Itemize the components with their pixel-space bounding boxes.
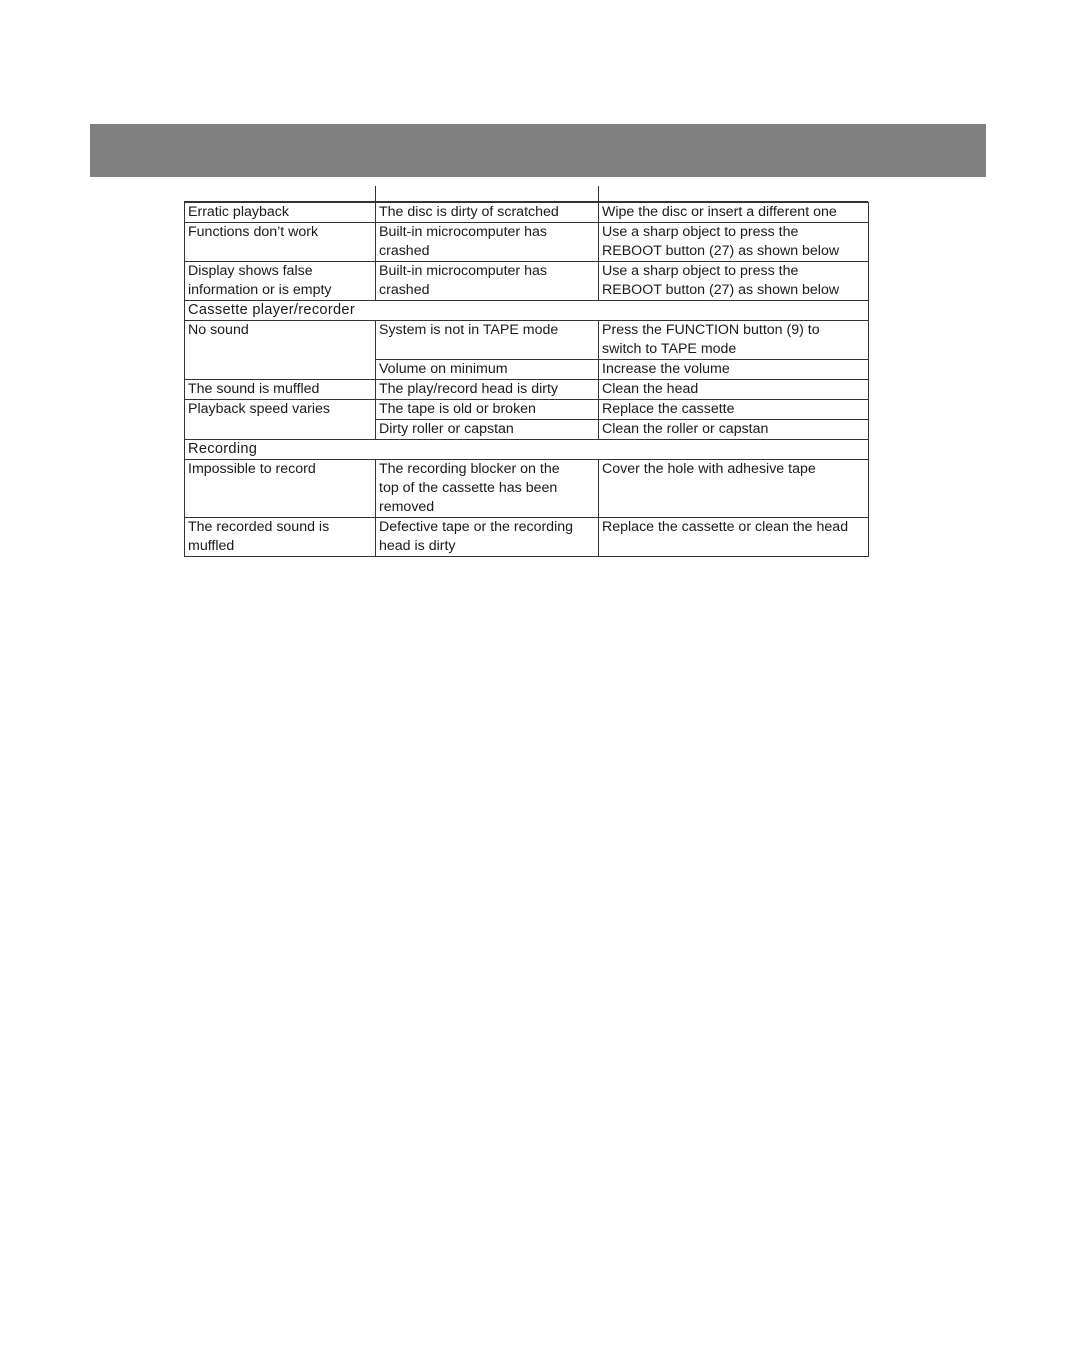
solution-cell: Use a sharp object to press the REBOOT button (27) as shown below (599, 223, 869, 262)
page-header-band (90, 124, 986, 177)
section-row (185, 301, 869, 321)
problem-cell: No sound (185, 321, 376, 380)
cut-off-row (184, 186, 868, 202)
section-heading: Cassette player/recorder (185, 301, 869, 321)
cause-cell: The play/record head is dirty (376, 380, 599, 400)
cause-cell: The recording blocker on the top of the cassette has been removed (376, 460, 599, 518)
solution-cell: Cover the hole with adhesive tape (599, 460, 869, 518)
solution-cell: Use a sharp object to press the REBOOT button (27) as shown below (599, 262, 869, 301)
cause-cell: Built-in microcomputer has crashed (376, 262, 599, 301)
section-heading: Recording (185, 440, 869, 460)
solution-cell: Clean the head (599, 380, 869, 400)
problem-cell: The sound is muffled (185, 380, 376, 400)
solution-cell: Increase the volume (599, 360, 869, 380)
cause-cell: The disc is dirty of scratched (376, 203, 599, 223)
problem-cell: Functions don’t work (185, 223, 376, 262)
problem-cell: Erratic playback (185, 203, 376, 223)
solution-cell: Replace the cassette or clean the head (599, 518, 869, 557)
troubleshooting-table (184, 186, 868, 557)
cause-cell: Defective tape or the recording head is dirty (376, 518, 599, 557)
table-row (185, 203, 869, 223)
table-row (185, 518, 869, 557)
solution-cell: Press the FUNCTION button (9) to switch to TAPE mode (599, 321, 869, 360)
cause-cell: Volume on minimum (376, 360, 599, 380)
cause-cell: The tape is old or broken (376, 400, 599, 420)
solution-cell: Clean the roller or capstan (599, 420, 869, 440)
cause-cell: Built-in microcomputer has crashed (376, 223, 599, 262)
problem-cell: The recorded sound is muffled (185, 518, 376, 557)
table-row (185, 223, 869, 262)
solution-cell: Replace the cassette (599, 400, 869, 420)
cause-cell: Dirty roller or capstan (376, 420, 599, 440)
table-row (185, 400, 869, 420)
problem-cell: Impossible to record (185, 460, 376, 518)
problem-cell: Playback speed varies (185, 400, 376, 440)
table-row (185, 262, 869, 301)
troubleshooting-grid (184, 202, 869, 557)
section-row (185, 440, 869, 460)
table-row (185, 460, 869, 518)
problem-cell: Display shows false information or is empty (185, 262, 376, 301)
solution-cell: Wipe the disc or insert a different one (599, 203, 869, 223)
cause-cell: System is not in TAPE mode (376, 321, 599, 360)
table-row (185, 321, 869, 360)
table-row (185, 380, 869, 400)
